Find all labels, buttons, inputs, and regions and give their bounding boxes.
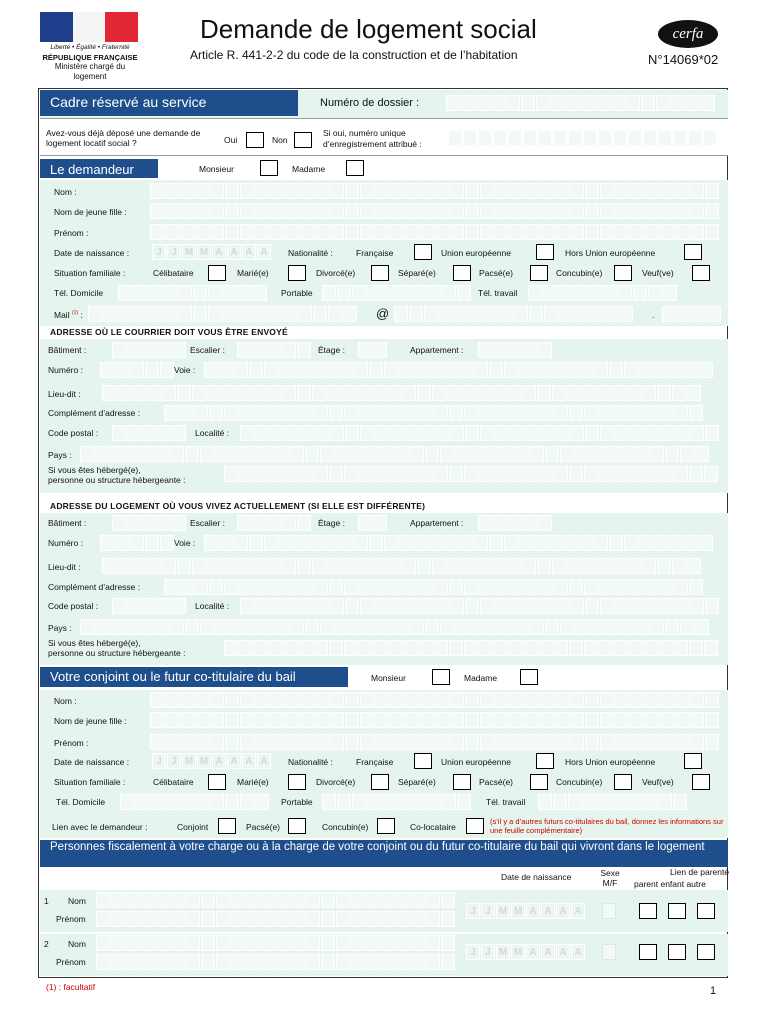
personne-2-sexe-cell[interactable] <box>602 944 616 960</box>
lieu-dit-label-2: Lieu-dit : <box>48 562 81 572</box>
pays-cells-2[interactable] <box>80 619 710 635</box>
escalier-cells[interactable] <box>237 342 312 358</box>
lien-concubin-label: Concubin(e) <box>322 822 369 832</box>
personne-1-num: 1 <box>44 896 49 906</box>
date-naissance-cells[interactable]: J J M M A A A A <box>152 244 272 260</box>
tel-travail-cells[interactable] <box>528 285 678 301</box>
nationalite-label: Nationalité : <box>288 248 333 258</box>
tel-domicile-cells[interactable] <box>118 285 268 301</box>
personne-1-parent-checkbox[interactable] <box>639 903 657 919</box>
demandeur-monsieur-checkbox[interactable] <box>260 160 278 176</box>
personne-2-prenom-cells[interactable] <box>96 954 456 970</box>
demandeur-madame-checkbox[interactable] <box>346 160 364 176</box>
conjoint-celibataire-label: Célibataire <box>153 777 194 787</box>
conjoint-veuf-checkbox[interactable] <box>692 774 710 790</box>
date-naissance-label: Date de naissance : <box>54 248 130 258</box>
conjoint-veuf-label: Veuf(ve) <box>642 777 674 787</box>
unique-number-label: Si oui, numéro unique d’enregistrement attribué : <box>323 128 422 149</box>
pacse-label: Pacsé(e) <box>479 268 514 278</box>
conjoint-nom-jeune-fille-cells[interactable] <box>150 712 720 728</box>
non-label: Non <box>272 135 288 145</box>
veuf-checkbox[interactable] <box>692 265 710 281</box>
conjoint-ue-checkbox[interactable] <box>536 753 554 769</box>
conjoint-prenom-label: Prénom : <box>54 738 89 748</box>
celibataire-checkbox[interactable] <box>208 265 226 281</box>
nom-jeune-fille-cells[interactable] <box>150 203 720 219</box>
conjoint-date-naissance-label: Date de naissance : <box>54 757 130 767</box>
etage-label: Étage : <box>318 345 345 355</box>
republic-name: RÉPUBLIQUE FRANÇAISE <box>42 53 138 62</box>
localite-label: Localité : <box>195 428 230 438</box>
personne-1-enfant-checkbox[interactable] <box>668 903 686 919</box>
numero-cells[interactable] <box>100 362 175 378</box>
conjoint-celibataire-checkbox[interactable] <box>208 774 226 790</box>
tel-travail-label: Tél. travail <box>478 288 518 298</box>
lien-demandeur-label: Lien avec le demandeur : <box>52 822 148 832</box>
personne-2-enfant-checkbox[interactable] <box>668 944 686 960</box>
page-number: 1 <box>710 985 717 997</box>
unique-number-cells[interactable] <box>448 130 718 146</box>
conjoint-situation-label: Situation familiale : <box>54 777 126 787</box>
batiment-cells[interactable] <box>112 342 187 358</box>
complement-cells[interactable] <box>164 405 704 421</box>
ue-checkbox[interactable] <box>536 244 554 260</box>
tel-domicile-label: Tél. Domicile <box>54 288 104 298</box>
voie-cells[interactable] <box>204 362 714 378</box>
code-postal-cells[interactable] <box>112 425 187 441</box>
conjoint-tel-domicile-label: Tél. Domicile <box>56 797 106 807</box>
lien-concubin-checkbox[interactable] <box>377 818 395 834</box>
form-number: N°14069*02 <box>648 52 719 67</box>
lien-colocataire-label: Co-locataire <box>410 822 456 832</box>
adresse-courrier-title: ADRESSE OÙ LE COURRIER DOIT VOUS ÊTRE ENVOYÉ <box>50 327 288 337</box>
pacse-checkbox[interactable] <box>530 265 548 281</box>
personne-1-autre-checkbox[interactable] <box>697 903 715 919</box>
lien-parente-columns: parent enfant autre <box>634 879 706 889</box>
hors-ue-checkbox[interactable] <box>684 244 702 260</box>
at-sign: @ <box>376 306 390 321</box>
facultatif-note: (1) : facultatif <box>46 982 96 992</box>
conjoint-monsieur-label: Monsieur <box>371 673 406 683</box>
appartement-cells[interactable] <box>478 342 553 358</box>
nom-cells[interactable] <box>150 183 720 199</box>
heberge-cells-2[interactable] <box>224 640 719 656</box>
oui-checkbox[interactable] <box>246 132 264 148</box>
localite-cells-2[interactable] <box>240 598 720 614</box>
lien-pacse-checkbox[interactable] <box>288 818 306 834</box>
code-postal-label-2: Code postal : <box>48 601 99 611</box>
lien-conjoint-checkbox[interactable] <box>218 818 236 834</box>
conjoint-concubin-label: Concubin(e) <box>556 777 603 787</box>
page-title: Demande de logement social <box>200 14 537 44</box>
voie-cells-2[interactable] <box>204 535 714 551</box>
republic-motto: Liberté • Égalité • Fraternité <box>50 44 130 51</box>
monsieur-label: Monsieur <box>199 164 234 174</box>
etage-cells[interactable] <box>358 342 388 358</box>
escalier-label: Escalier : <box>190 345 225 355</box>
batiment-label-2: Bâtiment : <box>48 518 87 528</box>
escalier-label-2: Escalier : <box>190 518 225 528</box>
conjoint-pacse-label: Pacsé(e) <box>479 777 514 787</box>
localite-label-2: Localité : <box>195 601 230 611</box>
conjoint-ue-label: Union européenne <box>441 757 511 767</box>
separe-label: Séparé(e) <box>398 268 436 278</box>
republic-logo <box>40 12 138 42</box>
localite-cells[interactable] <box>240 425 720 441</box>
demandeur-band: Le demandeur <box>40 159 158 178</box>
batiment-label: Bâtiment : <box>48 345 87 355</box>
heberge-label: Si vous êtes hébergé(e), personne ou structure hébergeante : <box>48 465 186 485</box>
complement-cells-2[interactable] <box>164 579 704 595</box>
lien-pacse-label: Pacsé(e) <box>246 822 281 832</box>
personne-1-prenom-cells[interactable] <box>96 911 456 927</box>
heberge-cells[interactable] <box>224 466 719 482</box>
conjoint-hors-ue-checkbox[interactable] <box>684 753 702 769</box>
portable-label: Portable <box>281 288 313 298</box>
oui-label: Oui <box>224 135 238 145</box>
dot-sign: . <box>652 310 655 320</box>
conjoint-hors-ue-label: Hors Union européenne <box>565 757 656 767</box>
prenom-label: Prénom : <box>54 228 89 238</box>
personne-2-autre-checkbox[interactable] <box>697 944 715 960</box>
personne-1-date-cells[interactable]: J J M M A A A A <box>466 903 586 919</box>
concubin-label: Concubin(e) <box>556 268 603 278</box>
sexe-header: Sexe M/F <box>600 868 620 888</box>
lien-conjoint-label: Conjoint <box>177 822 209 832</box>
personne-2-parent-checkbox[interactable] <box>639 944 657 960</box>
personne-1-prenom-label: Prénom <box>56 914 86 924</box>
nom-jeune-fille-label: Nom de jeune fille : <box>54 207 127 217</box>
conjoint-madame-checkbox[interactable] <box>520 669 538 685</box>
code-postal-cells-2[interactable] <box>112 598 187 614</box>
code-postal-label: Code postal : <box>48 428 99 438</box>
conjoint-marie-label: Marié(e) <box>237 777 269 787</box>
lien-colocataire-checkbox[interactable] <box>466 818 484 834</box>
service-band: Cadre réservé au service <box>40 90 298 116</box>
conjoint-nom-cells[interactable] <box>150 692 720 708</box>
marie-checkbox[interactable] <box>288 265 306 281</box>
voie-label-2: Voie : <box>174 538 196 548</box>
lien-parente-header: Lien de parenté <box>670 867 730 877</box>
francaise-label: Française <box>356 248 394 258</box>
situation-label: Situation familiale : <box>54 268 126 278</box>
appartement-label-2: Appartement : <box>410 518 464 528</box>
hors-ue-label: Hors Union européenne <box>565 248 656 258</box>
divorce-label: Divorcé(e) <box>316 268 356 278</box>
mail-user-cells[interactable] <box>88 306 358 322</box>
conjoint-divorce-checkbox[interactable] <box>371 774 389 790</box>
mail-tld-cells[interactable] <box>662 306 722 322</box>
conjoint-nationalite-label: Nationalité : <box>288 757 333 767</box>
conjoint-tel-travail-cells[interactable] <box>538 794 688 810</box>
page-subtitle: Article R. 441-2-2 du code de la construction et de l’habitation <box>190 48 518 62</box>
conjoint-portable-cells[interactable] <box>322 794 472 810</box>
mail-domain-cells[interactable] <box>394 306 634 322</box>
nom-label: Nom : <box>54 187 77 197</box>
co-titulaires-note: (s’il y a d’autres futurs co-titulaires du bail, donnez les informations sur une feuille complémentaire) <box>490 817 724 835</box>
heberge-label-2: Si vous êtes hébergé(e), personne ou structure hébergeante : <box>48 638 186 658</box>
veuf-label: Veuf(ve) <box>642 268 674 278</box>
complement-label-2: Complément d’adresse : <box>48 582 141 592</box>
conjoint-nom-jeune-fille-label: Nom de jeune fille : <box>54 716 127 726</box>
etage-label-2: Étage : <box>318 518 345 528</box>
conjoint-concubin-checkbox[interactable] <box>614 774 632 790</box>
conjoint-prenom-cells[interactable] <box>150 734 720 750</box>
conjoint-separe-checkbox[interactable] <box>453 774 471 790</box>
numero-label: Numéro : <box>48 365 83 375</box>
non-checkbox[interactable] <box>294 132 312 148</box>
prenom-cells[interactable] <box>150 224 720 240</box>
separe-checkbox[interactable] <box>453 265 471 281</box>
cerfa-logo: cerfa <box>658 20 718 48</box>
personne-1-sexe-cell[interactable] <box>602 903 616 919</box>
appartement-label: Appartement : <box>410 345 464 355</box>
conjoint-divorce-label: Divorcé(e) <box>316 777 356 787</box>
lieu-dit-label: Lieu-dit : <box>48 389 81 399</box>
conjoint-nom-label: Nom : <box>54 696 77 706</box>
batiment-cells-2[interactable] <box>112 515 187 531</box>
date-naissance-header: Date de naissance <box>501 872 572 882</box>
pays-label-2: Pays : <box>48 623 72 633</box>
pays-cells[interactable] <box>80 446 710 462</box>
numero-cells-2[interactable] <box>100 535 175 551</box>
complement-label: Complément d’adresse : <box>48 408 141 418</box>
numero-label-2: Numéro : <box>48 538 83 548</box>
etage-cells-2[interactable] <box>358 515 388 531</box>
escalier-cells-2[interactable] <box>237 515 312 531</box>
conjoint-date-naissance-cells[interactable]: J J M M A A A A <box>152 753 272 769</box>
lieu-dit-cells-2[interactable] <box>102 558 702 574</box>
conjoint-separe-label: Séparé(e) <box>398 777 436 787</box>
personne-2-nom-label: Nom <box>68 939 86 949</box>
conjoint-tel-travail-label: Tél. travail <box>486 797 526 807</box>
personne-2-num: 2 <box>44 939 49 949</box>
conjoint-pacse-checkbox[interactable] <box>530 774 548 790</box>
portable-cells[interactable] <box>322 285 472 301</box>
conjoint-monsieur-checkbox[interactable] <box>432 669 450 685</box>
lieu-dit-cells[interactable] <box>102 385 702 401</box>
francaise-checkbox[interactable] <box>414 244 432 260</box>
concubin-checkbox[interactable] <box>614 265 632 281</box>
personne-2-nom-cells[interactable] <box>96 935 456 951</box>
voie-label: Voie : <box>174 365 196 375</box>
divorce-checkbox[interactable] <box>371 265 389 281</box>
conjoint-band: Votre conjoint ou le futur co-titulaire du bail <box>40 667 348 687</box>
marie-label: Marié(e) <box>237 268 269 278</box>
pays-label: Pays : <box>48 450 72 460</box>
personne-1-nom-label: Nom <box>68 896 86 906</box>
ue-label: Union européenne <box>441 248 511 258</box>
conjoint-portable-label: Portable <box>281 797 313 807</box>
conjoint-tel-domicile-cells[interactable] <box>120 794 270 810</box>
ministry-name: Ministère chargé du logement <box>54 62 126 81</box>
madame-label: Madame <box>292 164 326 174</box>
adresse-actuelle-title: ADRESSE DU LOGEMENT OÙ VOUS VIVEZ ACTUELLEMENT (SI ELLE EST DIFFÉRENTE) <box>50 501 426 511</box>
mail-label: Mail $^{(1)}$ : <box>54 310 83 320</box>
personne-1-nom-cells[interactable] <box>96 892 456 908</box>
appartement-cells-2[interactable] <box>478 515 553 531</box>
dossier-label: Numéro de dossier : <box>320 97 420 109</box>
deja-depose-question: Avez-vous déjà déposé une demande de logement locatif social ? <box>46 128 201 148</box>
celibataire-label: Célibataire <box>153 268 194 278</box>
conjoint-francaise-label: Française <box>356 757 394 767</box>
personnes-band: Personnes fiscalement à votre charge ou à la charge de votre conjoint ou du futur co-titulaire du bail qui vivront dans le logement <box>40 840 728 867</box>
conjoint-madame-label: Madame <box>464 673 498 683</box>
conjoint-francaise-checkbox[interactable] <box>414 753 432 769</box>
conjoint-marie-checkbox[interactable] <box>288 774 306 790</box>
personne-2-date-cells[interactable]: J J M M A A A A <box>466 944 586 960</box>
personne-2-prenom-label: Prénom <box>56 957 86 967</box>
dossier-number-cells[interactable] <box>446 95 716 111</box>
